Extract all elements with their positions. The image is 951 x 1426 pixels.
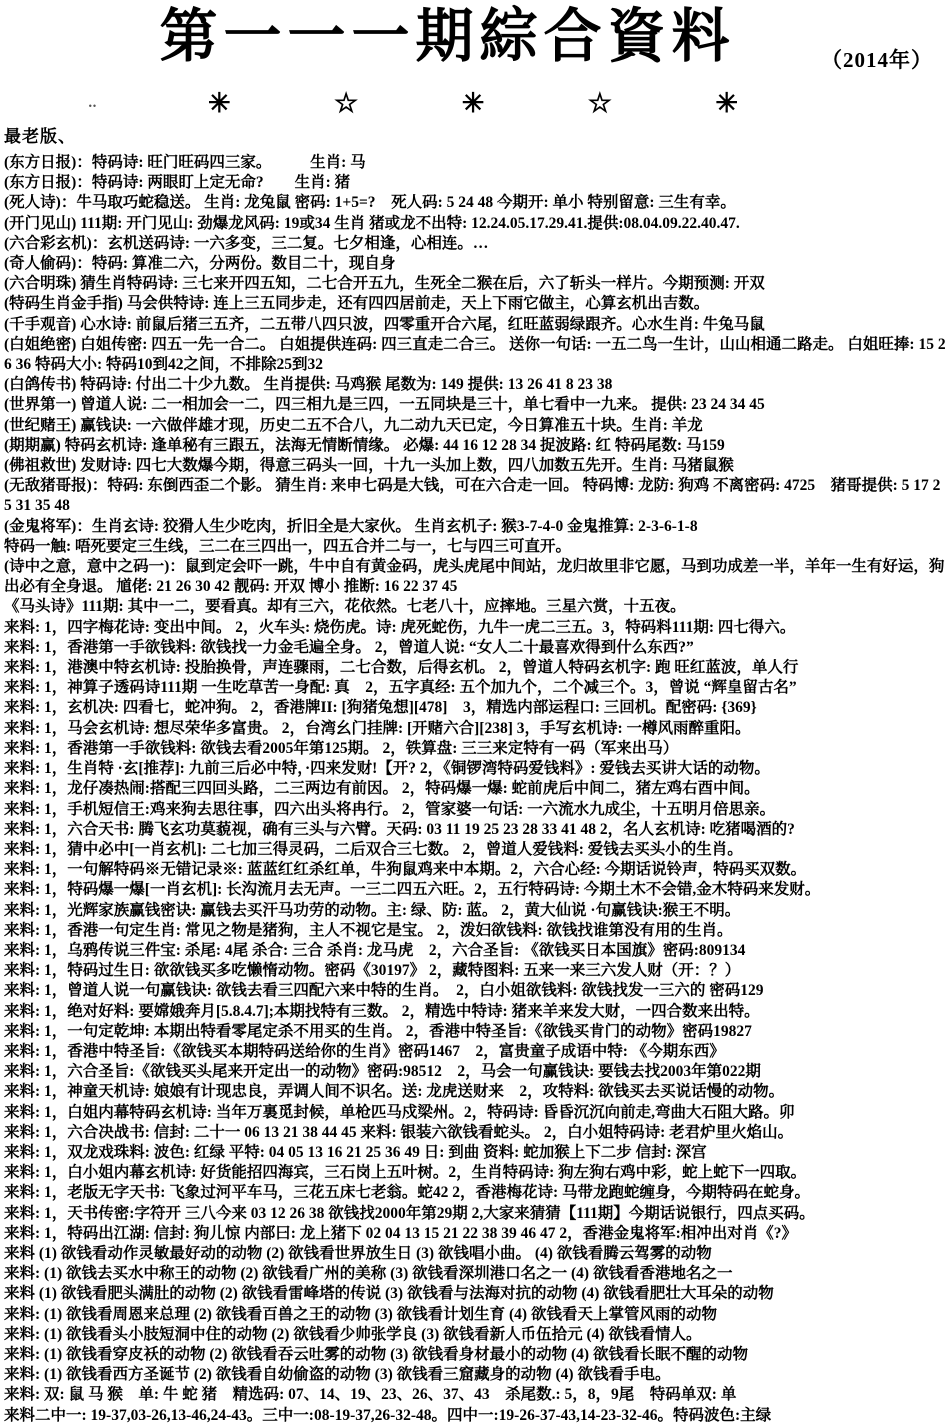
content-line: (奇人偷码)：特码: 算准二六，分两份。数目二十，现自身 <box>4 255 396 273</box>
header <box>0 0 951 94</box>
content-line: (死人诗)：牛马取巧蛇稳送。 生肖: 龙兔鼠 密码: 1+5=? 死人码: 5 24 48 今期开: 单小 特别留意: 三生有幸。 <box>4 194 736 212</box>
content-line: (东方日报)：特码诗: 旺门旺码四三家。 生肖: 马 <box>4 154 366 171</box>
content-line: 特码一触: 唔死要定三生线，三二在三四出一，四五合并二与一，七与四三可直开。 <box>4 537 572 555</box>
content-line: 来料: 1，神算子透码诗111期 一生吃草苦一身配: 真 2，五字真经: 五个加九个，二个减三个。3，曾说 “辉皇留古名” <box>4 679 797 697</box>
content-line: 来料: 1，神童天机诗: 娘娘有计现忠良，弄调人间不识名。送: 龙虎送财来 2，攻特料: 欲钱买去买说话慢的动物。 <box>4 1083 785 1101</box>
content-line: 来料: 双: 鼠 马 猴 单: 牛 蛇 猪 精选码: 07、14、19、23、26、37、43 杀尾数.: 5，8，9尾 特码单双: 单 <box>4 1386 737 1404</box>
content-line: 来料: 1，香港第一手欲钱料: 欲钱去看2005年第125期。 2，铁算盘: 三三来定特有一码（军来出马） <box>4 739 679 757</box>
content-line: 来料: 1，特码爆一爆[一肖玄机]: 长沟流月去无声。一三二四五六旺。2，五行特码诗: 今期土木不会错,金木特码来发财。 <box>4 881 821 899</box>
content-line: (世界第一) 曾道人说: 二一相加会一二，四三相九是三四，一五同块是三十，单七看中一九来。 提供: 23 24 34 45 <box>4 396 765 414</box>
content-line: (六合明珠) 猜生肖特码诗: 三七来开四五知，二七合开五九，生死全二猴在后，六了斩头一样片。今期预测: 开双 <box>4 275 765 293</box>
outline-star-icon: ☆ <box>587 88 612 118</box>
content-line: 《马头诗》111期: 其中一二，要看真。却有三六，花依然。七老八十，应摔地。三星六赏，十五夜。 <box>4 598 686 616</box>
content-line: (诗中之意，意中之码一)：鼠到定会吓一跳，牛中自有黄金码，虎头虎尾中间站，龙归故里非它愿，马到功成差一半，羊年一生有好运，狗出必有全身退。 馗佬: 21 26 30 42 靓码: 开双 博小 推断: 16 22 37 45 <box>4 558 945 596</box>
content-line: 来料: 1，曾道人说一句赢钱诀: 欲钱去看三四配六来中特的生肖。 2，白小姐欲钱料: 欲钱找发一三六的 密码129 <box>4 982 764 1000</box>
content-line: 来料: 1，双龙戏珠料: 波色: 红绿 平特: 04 05 13 16 21 25 36 49 日: 到曲 资料: 蛇加猴上下二步 信封: 深宫 <box>4 1143 707 1161</box>
content-line: 来料: 1，香港中特圣旨:《欲钱买本期特码送给你的生肖》密码1467 2，富贵童子成语中特: 《今期东西》 <box>4 1042 725 1060</box>
content-line: 来料: (1) 欲钱看头小肢短洞中住的动物 (2) 欲钱看少帅张学良 (3) 欲钱看新人币伍拾元 (4) 欲钱看情人。 <box>4 1325 702 1343</box>
content-line: 来料: 1，白小姐内幕玄机诗: 好货能招四海宾，三石岗上五叶树。2，生肖特码诗: 狗左狗右鸡中彩，蛇上蛇下一四取。 <box>4 1164 807 1182</box>
content-line: 来料: 1，一句解特码※无错记录※: 蓝蓝红红杀红单，牛狗鼠鸡来中本期。2，六合心经: 今期话说铃声，特码买双数。 <box>4 861 807 879</box>
content-line: (佛祖救世) 发财诗: 四七大数爆今期，得意三码头一回，十九一头加上数，四八加数五先开。生肖: 马猪鼠猴 <box>4 457 734 475</box>
content-line: 来料: 1，天书传密:字符开 三八今来 03 12 26 38 欲钱找2000年第29期 2,大家来猜猜【111期】今期话说银行，四点买码。 <box>4 1204 815 1222</box>
content-line: 来料: 1，六合天书: 腾飞玄功莫藐视，确有三头与六臂。天码: 03 11 19 25 23 28 33 41 48 2，名人玄机诗: 吃猪喝酒的? <box>4 820 795 838</box>
content-line: 来料: 1，生肖特 ·玄[推荐]: 九前三后必中特，·四来发财!【开? 2，《铜锣湾特码爱钱料》: 爱钱去买讲大话的动物。 <box>4 760 770 778</box>
content-line: 来料: 1，猜中必中[一肖玄机]: 二七加三得灵码，二后双合三七数。 2，曾道人爱钱料: 爱钱去买头小的生肖。 <box>4 840 743 858</box>
content-line: 来料: (1) 欲钱看周恩来总理 (2) 欲钱看百兽之王的动物 (3) 欲钱看计划生育 (4) 欲钱看天上掌管风雨的动物 <box>4 1305 717 1323</box>
content-line: 来料: 1，六合圣旨:《欲钱买头尾来开定出一的动物》密码:98512 2，马会一句赢钱诀: 要钱去找2003年第022期 <box>4 1063 761 1081</box>
content-line: (东方日报)：特码诗: 两眼盯上定无命? 生肖: 猪 <box>4 174 351 192</box>
content-line: 来料: 1，香港第一手欲钱料: 欲钱找一力金毛遍全身。 2，曾道人说: “女人二十最喜欢得到什么东西?” <box>4 638 694 656</box>
content-line: 来料: 1，白姐内幕特码玄机诗: 当年万裏觅封候，单枪匹马戍梁州。2，特码诗: 昏昏沉沉向前走,弯曲大石阻大路。卯 <box>4 1103 795 1121</box>
content-line: (开门见山) 111期: 开门见山: 劲爆龙风码: 19或34 生肖 猪或龙不出特: 12.24.05.17.29.41.提供:08.04.09.22.40.47. <box>4 214 740 232</box>
content-line: 来料二中一: 19-37,03-26,13-46,24-43。三中一:08-19-37,26-32-48。四中一:19-26-37-43,14-23-32-46。特码波色:主绿 <box>4 1406 772 1424</box>
content-line: (特码生肖金手指) 马会供特诗: 连上三五同步走，还有四四居前走，天上下雨它做主，心算玄机出吉数。 <box>4 295 710 313</box>
content-line: 来料: 1，四字梅花诗: 变出中间。 2，火车头: 烧伤虎。诗: 虎死蛇伤，九牛一虎二三五。3，特码料111期: 四七得六。 <box>4 618 796 636</box>
content-lines <box>0 151 951 1426</box>
content-line: (世纪赌王) 赢钱诀: 一六做伴雄才现，历史二五不合八，九二动九天已定，今日算准五十块。生肖: 羊龙 <box>4 416 703 434</box>
asterisk-star-icon: ✳ <box>461 88 485 118</box>
content-line: (白鸽传书) 特码诗: 付出二十少九数。 生肖提供: 马鸡猴 尾数为: 149 提供: 13 26 41 8 23 38 <box>4 376 613 394</box>
content-line: 来料: 1，特码出江湖: 信封: 狗儿惊 内部曰: 龙上猪下 02 04 13 15 21 22 38 39 46 47 2，香港金鬼将军:相冲出对肖《?》 <box>4 1224 798 1242</box>
content-line: (千手观音) 心水诗: 前鼠后猪三五齐，二五带八四只波，四零重开合六尾，红旺蓝弱绿跟齐。心水生肖: 牛兔马鼠 <box>4 315 765 333</box>
content-line: 来料: 1，六合决战书: 信封: 二十一 06 13 21 38 44 45 来料: 银装六欲钱看蛇头。 2，白小姐特码诗: 老君炉里火焰山。 <box>4 1123 794 1141</box>
content-line: 来料: 1，龙仔凑热闹:搭配三四回头路，二三两边有前因。 2，特码爆一爆: 蛇前虎后中间二，猪左鸡右酉中间。 <box>4 780 760 798</box>
content-line: 来料: 1，一句定乾坤: 本期出特看零尾定杀不用买的生肖。 2，香港中特圣旨:《欲钱买肯门的动物》密码19827 <box>4 1022 752 1040</box>
content-line: 来料: (1) 欲钱看穿皮袄的动物 (2) 欲钱看吞云吐雾的动物 (3) 欲钱看身材最小的动物 (4) 欲钱看长眠不醒的动物 <box>4 1345 748 1363</box>
content-line: (期期赢) 特码玄机诗: 逢单秘有三跟五，法海无情断情缘。 必爆: 44 16 12 28 34 捉波路: 红 特码尾数: 马159 <box>4 436 725 454</box>
content-line: (无敌猪哥报)：特码: 东倒西歪二个影。 猜生肖: 来申七码是大钱，可在六合走一回。 特码博: 龙防: 狗鸡 不离密码: 4725 猪哥提供: 5 17 25 31 35 48 <box>4 477 941 515</box>
content-line: 来料: 1，乌鸦传说三件宝: 杀尾: 4尾 杀合: 三合 杀肖: 龙马虎 2，六合圣旨: 《欲钱买日本国旗》密码:809134 <box>4 941 746 959</box>
asterisk-star-icon: ✳ <box>715 88 738 118</box>
stars-row <box>88 86 738 120</box>
content-line: (金鬼将军)：生肖玄诗: 狡猾人生少吃肉，折旧全是大家伙。 生肖玄机子: 猴3-7-4-0 金鬼推算: 2-3-6-1-8 <box>4 517 698 535</box>
content-line: 来料: 1，光辉家族赢钱密诀: 赢钱去买汗马功劳的动物。主: 绿、防: 蓝。 2，黄大仙说 ·句赢钱诀:猴王不明。 <box>4 901 741 919</box>
content-line: 来料 (1) 欲钱看动作灵敏最好动的动物 (2) 欲钱看世界放生日 (3) 欲钱唱小曲。 (4) 欲钱看腾云驾雾的动物 <box>4 1244 712 1262</box>
edition-label: 最老版、 <box>4 127 76 146</box>
content-line: (白姐绝密) 白姐传密: 四五一先一合二。 白姐提供连码: 四三直走二合三。 送你一句话: 一五二鸟一生计，山山相通二路走。 白姐旺捧: 15 26 36 特码大小: 特码10到42之间，不排除25到32 <box>4 335 946 374</box>
content-line: 来料: 1，老版无字天书: 飞象过河平车马，三花五床七老翁。蛇42 2，香港梅花诗: 马带龙跑蛇缠身，今期特码在蛇身。 <box>4 1184 810 1202</box>
content-line: 来料: 1，港澳中特玄机诗: 投胎换骨，声连骤雨，二七合数，后得玄机。 2，曾道人特码玄机字: 跑 旺红蓝波，单人行 <box>4 659 799 677</box>
content-line: 来料: 1，手机短信王:鸡来狗去思往事，四六出头将冉行。 2，管家婆一句话: 一六流水九成尘，十五明月倍思亲。 <box>4 800 776 818</box>
dots-mark: ‥ <box>88 95 99 110</box>
content-line: 来料: 1，特码过生日: 欲欲钱买多吃懒惰动物。密码《30197》 2，藏特图料: 五来一来三六发人财（开：？） <box>4 962 741 980</box>
content-line: 来料: (1) 欲钱看西方圣诞节 (2) 欲钱看自幼偷盗的动物 (3) 欲钱看三窟藏身的动物 (4) 欲钱看手电。 <box>4 1366 671 1384</box>
content-line: 来料: 1，香港一句定生肖: 常见之物是猪狗，主人不视它是宝。 2，泼妇欲钱料: 欲钱找谁第没有用的生肖。 <box>4 921 733 939</box>
content-line: 来料: 1，绝对好料: 要嫦娥奔月[5.8.4.7];本期找特有三数。 2，精选中特诗: 猪来羊来发大财，一四合数来出特。 <box>4 1002 760 1020</box>
content-line: (六合彩玄机)：玄机送码诗: 一六多变，三二复。七夕相逢，心相连。… <box>4 234 489 252</box>
page-title: 第一一一期綜合資料 <box>159 4 736 69</box>
outline-star-icon: ☆ <box>334 88 359 118</box>
year-note: （2014年） <box>821 48 933 72</box>
content-line: 来料: 1，马会玄机诗: 想尽荣华多富贵。 2，台湾幺门挂牌: [开赌六合][238] 3，手写玄机诗: 一樽风雨醉重阳。 <box>4 719 751 737</box>
content-line: 来料 (1) 欲钱看肥头满肚的动物 (2) 欲钱看雷峰塔的传说 (3) 欲钱看与法海对抗的动物 (4) 欲钱看肥壮大耳朵的动物 <box>4 1285 774 1303</box>
content-line: 来料: (1) 欲钱去买水中称王的动物 (2) 欲钱看广州的美称 (3) 欲钱看深圳港口名之一 (4) 欲钱看香港地名之一 <box>4 1265 733 1283</box>
content-line: 来料: 1，玄机决: 四看七，蛇冲狗。 2，香港牌II: [狗猪兔想][478] 3，精选内部运程口: 三回机。配密码: {369} <box>4 699 757 717</box>
asterisk-star-icon: ✳ <box>208 88 231 118</box>
